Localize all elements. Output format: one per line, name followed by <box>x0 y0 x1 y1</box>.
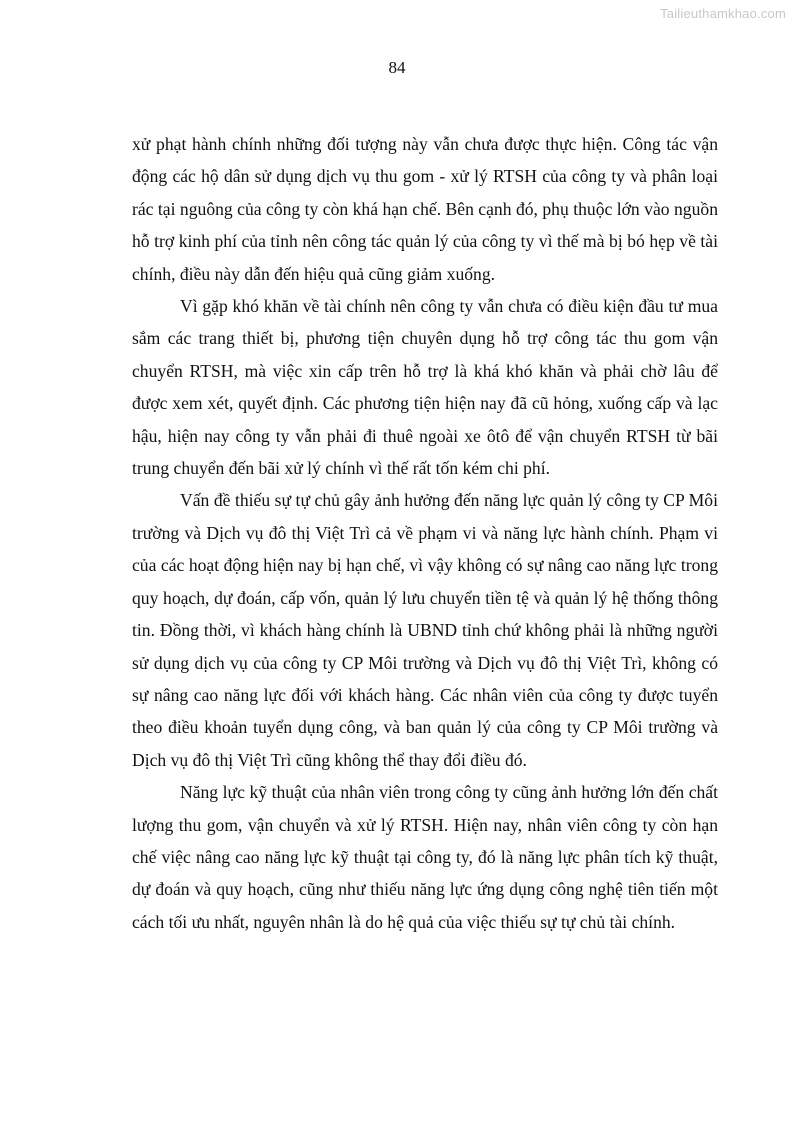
watermark-text: Tailieuthamkhao.com <box>660 6 786 21</box>
paragraph-4: Năng lực kỹ thuật của nhân viên trong công ty cũng ảnh hưởng lớn đến chất lượng thu gom, vận chuyển và xử lý RTSH. Hiện nay, nhân viên công ty còn hạn chế việc nâng cao năng lực kỹ thuật tại công ty, đó là năng lực phân tích kỹ thuật, dự đoán và quy hoạch, cũng như thiếu năng lực ứng dụng công nghệ tiên tiến một cách tối ưu nhất, nguyên nhân là do hệ quả của việc thiếu sự tự chủ tài chính. <box>132 782 718 932</box>
page-number: 84 <box>388 58 406 77</box>
paragraph-1: xử phạt hành chính những đối tượng này vẫn chưa được thực hiện. Công tác vận động các hộ dân sử dụng dịch vụ thu gom - xử lý RTSH của công ty và phân loại rác tại nguông của công ty còn khá hạn chế. Bên cạnh đó, phụ thuộc lớn vào nguồn hỗ trợ kinh phí của tỉnh nên công tác quản lý của công ty vì thế mà bị bó hẹp về tài chính, điều này dẫn đến hiệu quả cũng giảm xuống. <box>132 134 718 284</box>
document-body <box>132 128 718 938</box>
paragraph-3: Vấn đề thiếu sự tự chủ gây ảnh hưởng đến năng lực quản lý công ty CP Môi trường và Dịch vụ đô thị Việt Trì cả về phạm vi và năng lực hành chính. Phạm vi của các hoạt động hiện nay bị hạn chế, vì vậy không có sự nâng cao năng lực trong quy hoạch, dự đoán, cấp vốn, quản lý lưu chuyển tiền tệ và quản lý hệ thống thông tin. Đồng thời, vì khách hàng chính là UBND tỉnh chứ không phải là những người sử dụng dịch vụ của công ty CP Môi trường và Dịch vụ đô thị Việt Trì, không có sự nâng cao năng lực đối với khách hàng. Các nhân viên của công ty được tuyển theo điều khoản tuyển dụng công, và ban quản lý của công ty CP Môi trường và Dịch vụ đô thị Việt Trì cũng không thể thay đổi điều đó. <box>132 490 718 770</box>
paragraph-2: Vì gặp khó khăn về tài chính nên công ty vẫn chưa có điều kiện đầu tư mua sắm các trang thiết bị, phương tiện chuyên dụng hỗ trợ công tác thu gom vận chuyển RTSH, mà việc xin cấp trên hỗ trợ là khá khó khăn và phải chờ lâu để được xem xét, quyết định. Các phương tiện hiện nay đã cũ hỏng, xuống cấp và lạc hậu, hiện nay công ty vẫn phải đi thuê ngoài xe ôtô để vận chuyển RTSH từ bãi trung chuyển đến bãi xử lý chính vì thế rất tốn kém chi phí. <box>132 296 718 479</box>
